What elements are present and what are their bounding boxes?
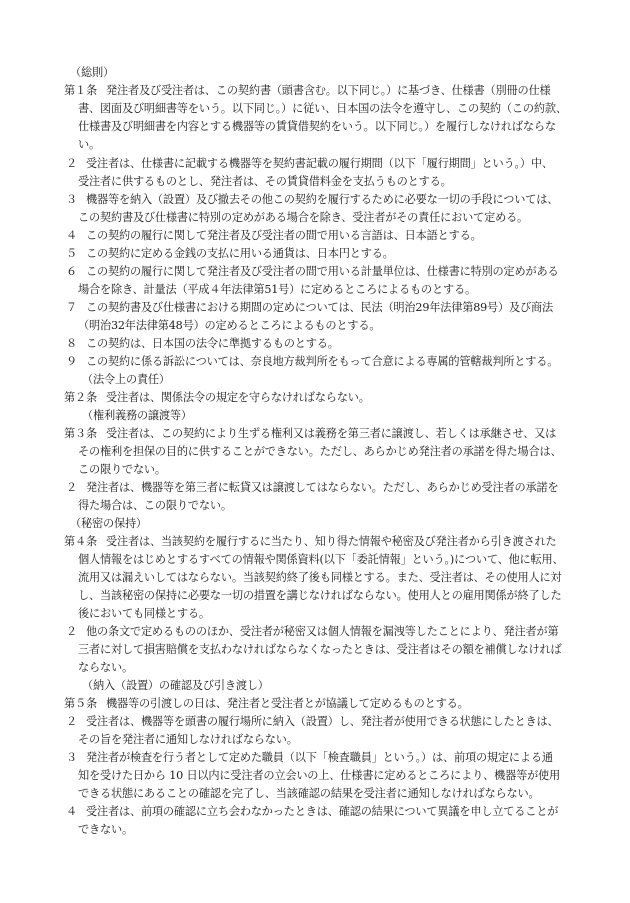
article-number: 第４条 [64, 535, 97, 548]
article-number: 第２条 [64, 391, 97, 404]
article-text: 機器等の引渡しの日は、発注者と受注者とが協議して定めるものとする。 [106, 697, 469, 710]
article-text: その権利を担保の目的に供することができない。ただし、あらかじめ発注者の承諾を得た場合は、 [78, 445, 562, 458]
article-text: 流用又は漏えいしてはならない。当該契約終了後も同様とする。また、受注者は、その使用人に対 [78, 571, 562, 584]
heading-general-provisions: （総則） [70, 66, 114, 79]
clause-text: この契約に定める金銭の支払に用いる通貨は、日本円とする。 [86, 247, 394, 260]
article-5-clause-4 [66, 803, 586, 839]
clause-text: できる状態にあることの確認を完了し、当該確認の結果を受注者に通知しなければならない。 [78, 787, 540, 800]
clause-number: ３ [66, 751, 77, 764]
clause-text: 他の条文で定めるもののほか、受注者が秘密又は個人情報を漏洩等したことにより、発注者が第 [86, 625, 559, 638]
heading-delivery-confirmation: （納入（設置）の確認及び引き渡し） [82, 679, 269, 692]
clause-text: 受注者は、仕様書に記載する機器等を契約書記載の履行期間（以下「履行期間」という。）中、 [86, 157, 553, 170]
clause-text: この契約書及び仕様書に特別の定めがある場合を除き、受注者がその責任において定める。 [78, 211, 529, 224]
clause-text: 受注者は、前項の確認に立ち会わなかったときは、確認の結果について異議を申し立てることが [86, 805, 559, 818]
heading-legal-responsibility: （法令上の責任） [82, 373, 170, 386]
heading-transfer-of-rights: （権利義務の譲渡等） [82, 409, 192, 422]
article-1-clause-6 [66, 263, 586, 299]
article-1-clause-4 [66, 227, 586, 245]
article-1-clause-2 [66, 155, 586, 191]
article-text: 受注者は、当該契約を履行するに当たり、知り得た情報や秘密及び発注者から引き渡された [106, 535, 557, 548]
clause-text: この契約書及び仕様書における期間の定めについては、民法（明治29年法律第89号）及び商法 [86, 301, 553, 314]
article-text: 仕様書及び明細書を内容とする機器等の賃貸借契約をいう。以下同じ。）を履行しなければならな [78, 120, 556, 133]
clause-text: 機器等を納入（設置）及び撤去その他この契約を履行するために必要な一切の手段については、 [86, 193, 559, 206]
clause-text: ならない。 [78, 661, 133, 674]
clause-text: （明治32年法律第48号）の定めるところによるものとする。 [78, 319, 381, 332]
article-text: 個人情報をはじめとするすべての情報や関係資料(以下「委託情報」という。)について、他に転用、 [78, 553, 564, 566]
article-1-clause-5 [66, 245, 586, 263]
article-1-clause-7 [66, 299, 586, 335]
clause-number: ３ [66, 193, 77, 206]
clause-text: 得た場合は、この限りでない。 [78, 499, 232, 512]
article-1-clause-9 [66, 353, 586, 371]
clause-number: ８ [66, 337, 77, 350]
article-1-clause-3 [66, 191, 586, 227]
clause-number: ７ [66, 301, 77, 314]
clause-text: 受注者は、機器等を頭書の履行場所に納入（設置）し、発注者が使用できる状態にしたときは、 [86, 715, 559, 728]
clause-text: 発注者は、機器等を第三者に転貸又は譲渡してはならない。ただし、あらかじめ受注者の承諾を [86, 481, 559, 494]
article-number: 第５条 [64, 697, 97, 710]
clause-text: 場合を除き、計量法（平成４年法律第51号）に定めるところによるものとする。 [78, 283, 476, 296]
clause-number: ２ [66, 715, 77, 728]
article-text: 受注者は、関係法令の規定を守らなければならない。 [106, 391, 370, 404]
article-text: 書、図面及び明細書等をいう。以下同じ。）に従い、日本国の法令を遵守し、この契約（この約款、 [78, 102, 567, 115]
article-3-clause-2 [66, 479, 586, 515]
article-number: 第３条 [64, 427, 97, 440]
clause-number: ２ [66, 481, 77, 494]
clause-text: 知を受けた日から 10 日以内に受注者の立会いの上、仕様書に定めるところにより、機器等が使用 [78, 769, 561, 782]
article-text: 受注者は、この契約により生ずる権利又は義務を第三者に譲渡し、若しくは承継させ、又は [106, 427, 557, 440]
clause-number: ２ [66, 625, 77, 638]
article-1 [64, 82, 584, 154]
article-2 [64, 389, 584, 407]
article-5-clause-3 [66, 749, 586, 803]
article-number: 第１条 [64, 84, 97, 97]
clause-text: この契約は、日本国の法令に準拠するものとする。 [86, 337, 339, 350]
clause-text: できない。 [78, 823, 133, 836]
article-1-clause-8 [66, 335, 586, 353]
clause-text: この契約の履行に関して発注者及び受注者の間で用いる言語は、日本語とする。 [86, 229, 482, 242]
article-5-clause-2 [66, 713, 586, 749]
clause-number: ５ [66, 247, 77, 260]
clause-number: ６ [66, 265, 77, 278]
article-3 [64, 425, 584, 479]
article-4-clause-2 [66, 623, 586, 677]
clause-text: その旨を発注者に通知しなければならない。 [78, 733, 298, 746]
article-text: 発注者及び受注者は、この契約書（頭書含む。以下同じ。）に基づき、仕様書（別冊の仕様 [106, 84, 551, 97]
clause-number: ４ [66, 229, 77, 242]
article-5 [64, 695, 584, 713]
article-text: い。 [78, 138, 100, 151]
clause-text: 受注者に供するものとし、発注者は、その賃貸借料金を支払うものとする。 [78, 175, 452, 188]
clause-number: ４ [66, 805, 77, 818]
article-text: 後においても同様とする。 [78, 607, 210, 620]
article-4 [64, 533, 584, 623]
clause-text: この契約の履行に関して発注者及び受注者の間で用いる計量単位は、仕様書に特別の定めがある [86, 265, 559, 278]
clause-number: ９ [66, 355, 77, 368]
article-text: この限りでない。 [78, 463, 166, 476]
article-text: し、当該秘密の保持に必要な一切の措置を講じなければならない。使用人との雇用関係が終了した [78, 589, 562, 602]
clause-text: 三者に対して損害賠償を支払わなければならなくなったときは、受注者はその額を補償しなければ [78, 643, 562, 656]
clause-text: この契約に係る訴訟については、奈良地方裁判所をもって合意による専属的管轄裁判所とする。 [86, 355, 559, 368]
clause-text: 発注者が検査を行う者として定めた職員（以下「検査職員」という。）は、前項の規定による通 [86, 751, 553, 764]
clause-number: ２ [66, 157, 77, 170]
heading-confidentiality: （秘密の保持） [70, 517, 147, 530]
